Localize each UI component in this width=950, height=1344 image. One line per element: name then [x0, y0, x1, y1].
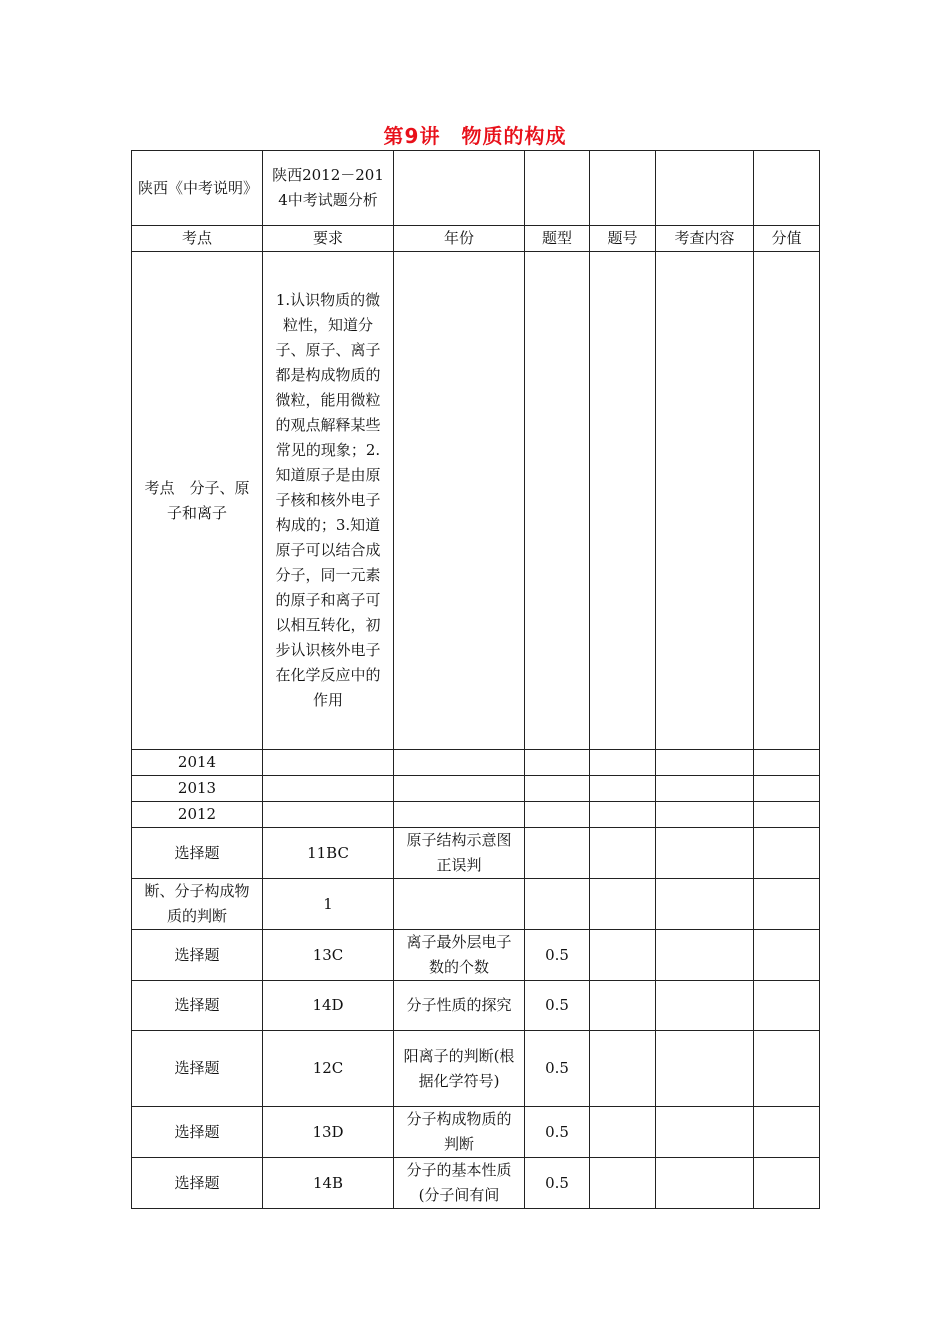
header-cell-syllabus: 陕西《中考说明》: [132, 151, 263, 226]
question-score: 0.5: [525, 1158, 590, 1209]
question-type: 选择题: [132, 1158, 263, 1209]
table-cell: [590, 151, 656, 226]
exam-analysis-table: [131, 150, 820, 1209]
question-content: 原子结构示意图正误判: [394, 828, 525, 879]
table-row: [132, 1031, 820, 1107]
table-row: [132, 828, 820, 879]
question-number: 13C: [263, 930, 394, 981]
question-number: 14D: [263, 981, 394, 1031]
question-content: 离子最外层电子数的个数: [394, 930, 525, 981]
question-number: 11BC: [263, 828, 394, 879]
year-cell: 2013: [132, 776, 263, 802]
question-score: 0.5: [525, 981, 590, 1031]
table-cell: [754, 151, 820, 226]
column-header-topic: 考点: [132, 226, 263, 252]
question-number: 12C: [263, 1031, 394, 1107]
topic-row: [132, 252, 820, 750]
column-header-content: 考查内容: [656, 226, 754, 252]
year-row: [132, 802, 820, 828]
question-content: [394, 879, 525, 930]
table-row: [132, 879, 820, 930]
table-header-row-1: [132, 151, 820, 226]
column-header-question-number: 题号: [590, 226, 656, 252]
year-cell: 2012: [132, 802, 263, 828]
table-row: [132, 1107, 820, 1158]
question-content: 阳离子的判断(根据化学符号): [394, 1031, 525, 1107]
question-type: 选择题: [132, 1031, 263, 1107]
table-cell: [394, 151, 525, 226]
year-row: [132, 750, 820, 776]
topic-name: 考点 分子、原子和离子: [132, 252, 263, 750]
table-cell: [525, 151, 590, 226]
question-number: 1: [263, 879, 394, 930]
question-type: 选择题: [132, 1107, 263, 1158]
column-header-year: 年份: [394, 226, 525, 252]
question-content: 分子构成物质的判断: [394, 1107, 525, 1158]
question-type: 断、分子构成物质的判断: [132, 879, 263, 930]
column-header-question-type: 题型: [525, 226, 590, 252]
table-cell: [656, 151, 754, 226]
topic-requirement: 1.认识物质的微粒性，知道分子、原子、离子都是构成物质的微粒，能用微粒的观点解释某些常见的现象；2.知道原子是由原子核和核外电子构成的；3.知道原子可以结合成分子，同一元素的原子和离子可以相互转化，初步认识核外电子在化学反应中的作用: [263, 252, 394, 750]
table-cell: [525, 252, 590, 750]
column-header-score: 分值: [754, 226, 820, 252]
question-score: 0.5: [525, 1031, 590, 1107]
year-row: [132, 776, 820, 802]
table-row: [132, 981, 820, 1031]
column-header-requirement: 要求: [263, 226, 394, 252]
table-row: [132, 930, 820, 981]
year-cell: 2014: [132, 750, 263, 776]
table-cell: [656, 252, 754, 750]
question-score: [525, 879, 590, 930]
table-header-row-2: [132, 226, 820, 252]
table-row: [132, 1158, 820, 1209]
question-score: 0.5: [525, 1107, 590, 1158]
table-cell: [590, 252, 656, 750]
page-title: 第9讲 物质的构成: [383, 124, 567, 148]
table-cell: [394, 252, 525, 750]
question-content: 分子性质的探究: [394, 981, 525, 1031]
question-number: 13D: [263, 1107, 394, 1158]
question-type: 选择题: [132, 930, 263, 981]
question-score: [525, 828, 590, 879]
table-cell: [754, 252, 820, 750]
header-cell-analysis: 陕西2012－2014中考试题分析: [263, 151, 394, 226]
question-type: 选择题: [132, 981, 263, 1031]
question-content: 分子的基本性质(分子间有间: [394, 1158, 525, 1209]
question-score: 0.5: [525, 930, 590, 981]
question-number: 14B: [263, 1158, 394, 1209]
question-type: 选择题: [132, 828, 263, 879]
